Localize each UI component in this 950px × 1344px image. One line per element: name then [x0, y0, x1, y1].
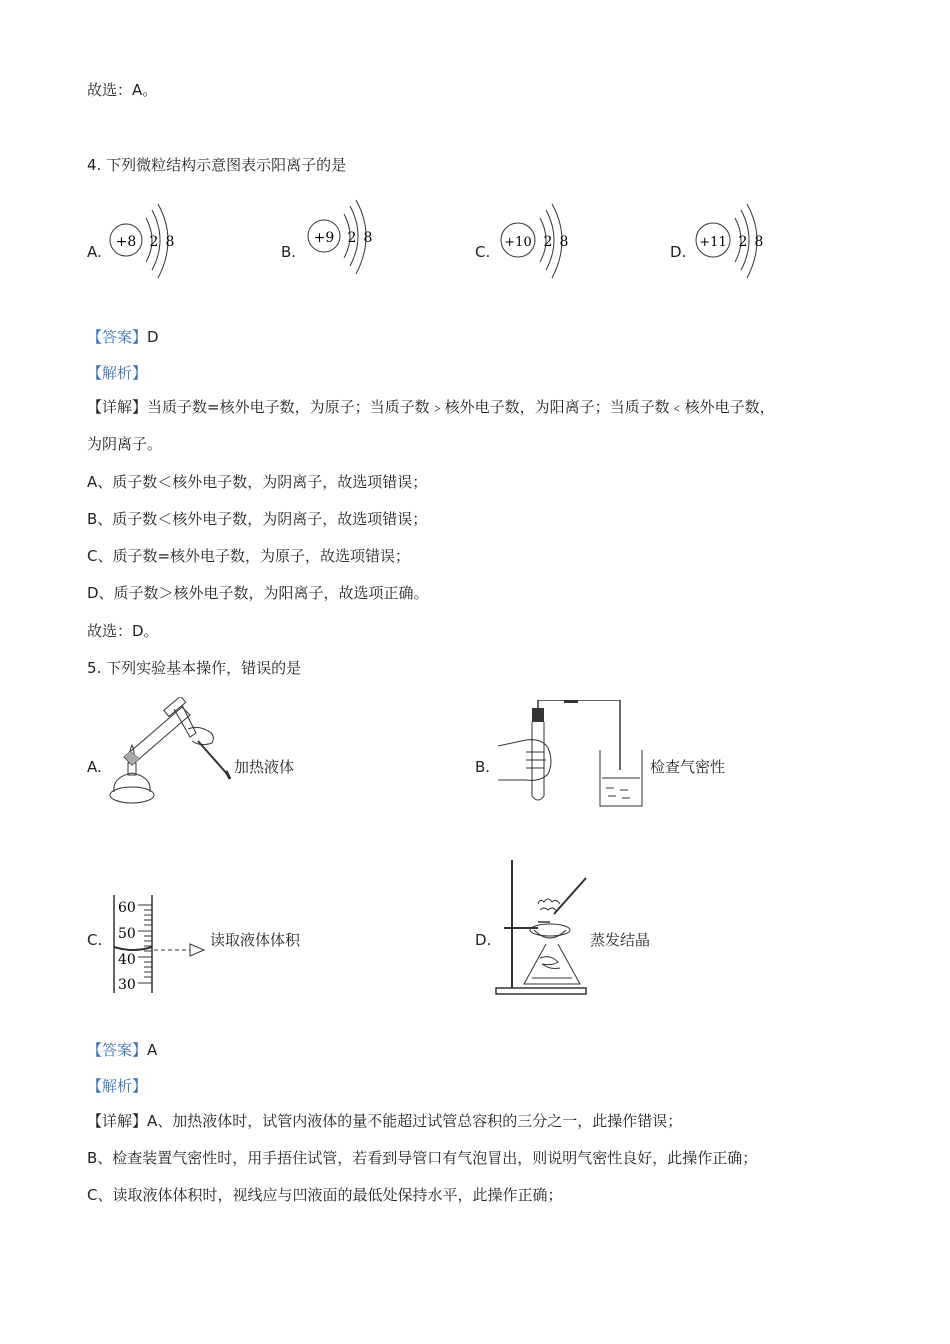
text-line: A、质子数＜核外电子数，为阴离子，故选项错误； [87, 473, 428, 491]
option-label: D. [670, 243, 687, 261]
electron-count-shell-1: 2 [149, 234, 159, 250]
atom-structure-diagram [302, 196, 382, 280]
airtightness-check-diagram [496, 700, 648, 808]
detail-line [87, 397, 775, 417]
tick-label: 30 [118, 977, 136, 993]
analysis-tag: 【解析】 [87, 1077, 148, 1095]
detail-text: A、加热液体时，试管内液体的量不能超过试管总容积的三分之一，此操作错误； [147, 1112, 683, 1130]
option-label: C. [475, 243, 491, 261]
text-line: B、检查装置气密性时，用手捂住试管，若看到导管口有气泡冒出，则说明气密性良好，此操作正确； [87, 1149, 758, 1167]
answer-line [87, 327, 159, 347]
atom-structure-diagram [691, 200, 775, 284]
electron-count-shell-1: 2 [543, 234, 553, 250]
nucleus-charge: +10 [504, 235, 532, 250]
detail-tag: 【详解】 [87, 1112, 148, 1130]
graduated-cylinder-diagram [104, 893, 214, 995]
answer-line [87, 1040, 157, 1060]
atom-structure-diagram [104, 200, 184, 284]
electron-count-shell-1: 2 [738, 234, 748, 250]
detail-text: 当质子数=核外电子数，为原子；当质子数﹥核外电子数，为阳离子；当质子数﹤核外电子数， [147, 398, 775, 416]
answer-tag: 【答案】 [87, 1041, 148, 1059]
question-5-title: 5. 下列实验基本操作，错误的是 [87, 659, 302, 677]
option-caption: 检查气密性 [650, 758, 726, 776]
electron-count-shell-2: 8 [559, 234, 569, 250]
analysis-tag: 【解析】 [87, 364, 148, 382]
option-label: A. [87, 758, 102, 776]
electron-count-shell-2: 8 [363, 230, 373, 246]
text-line: 为阴离子。 [87, 435, 163, 453]
electron-count-shell-2: 8 [165, 234, 175, 250]
nucleus-charge: +9 [313, 230, 335, 246]
atom-structure-diagram [496, 200, 580, 284]
text-line: C、读取液体体积时，视线应与凹液面的最低处保持水平，此操作正确； [87, 1186, 563, 1204]
text-line: 故选：D。 [87, 622, 159, 640]
tick-label: 40 [118, 952, 136, 968]
answer-value: D [147, 328, 159, 346]
text-line: D、质子数＞核外电子数，为阳离子，故选项正确。 [87, 584, 429, 602]
tick-label: 50 [118, 926, 136, 942]
nucleus-charge: +8 [115, 234, 137, 250]
option-label: B. [281, 243, 297, 261]
electron-count-shell-1: 2 [347, 230, 357, 246]
option-caption: 加热液体 [234, 758, 295, 776]
detail-tag: 【详解】 [87, 398, 148, 416]
electron-count-shell-2: 8 [754, 234, 764, 250]
answer-tag: 【答案】 [87, 328, 148, 346]
option-label: B. [475, 758, 491, 776]
tick-label: 60 [118, 900, 136, 916]
text-line: C、质子数=核外电子数，为原子，故选项错误； [87, 547, 411, 565]
text-line: B、质子数＜核外电子数，为阴离子，故选项错误； [87, 510, 428, 528]
answer-value: A [147, 1041, 158, 1059]
nucleus-charge: +11 [699, 235, 727, 250]
option-label: C. [87, 931, 103, 949]
option-caption: 读取液体体积 [210, 931, 301, 949]
option-label: A. [87, 243, 102, 261]
option-label: D. [475, 931, 492, 949]
evaporation-diagram [494, 858, 594, 998]
option-caption: 蒸发结晶 [590, 931, 651, 949]
heating-liquid-diagram [104, 697, 234, 809]
text-line: 故选：A。 [87, 81, 158, 99]
question-4-title: 4. 下列微粒结构示意图表示阳离子的是 [87, 156, 347, 174]
detail-line [87, 1111, 682, 1131]
